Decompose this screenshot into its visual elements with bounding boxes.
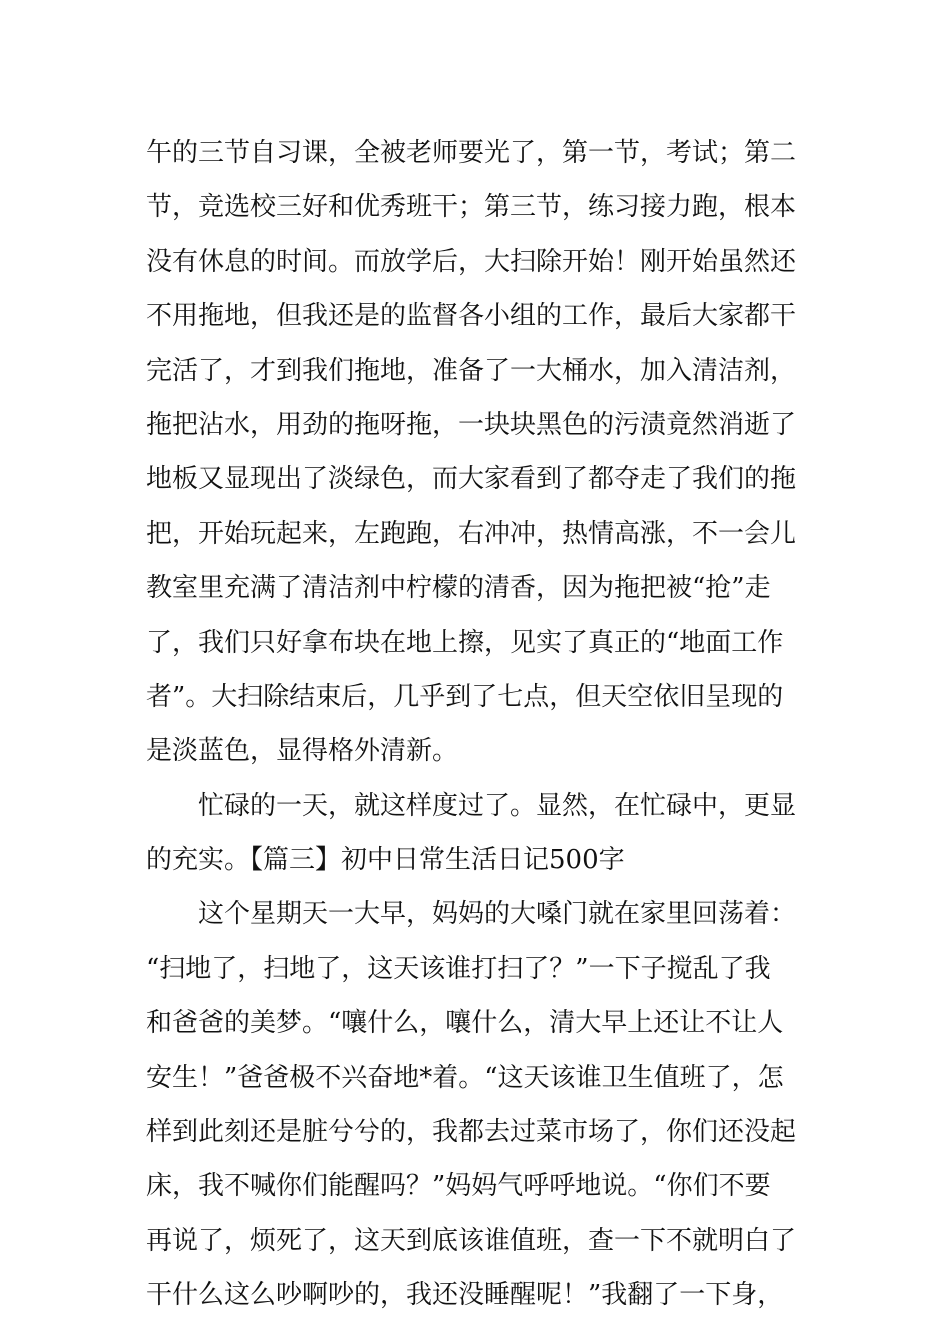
text-line: “扫地了，扫地了，这天该谁打扫了？”一下子搅乱了我 bbox=[146, 953, 771, 984]
text-line: 者”。大扫除结束后，几乎到了七点，但天空依旧呈现的 bbox=[146, 681, 784, 712]
paragraph-first-line: 忙碌的一天，就这样度过了。显然，在忙碌中，更显 bbox=[198, 790, 797, 821]
text-line: 安生！”爸爸极不兴奋地*着。“这天该谁卫生值班了，怎 bbox=[146, 1062, 784, 1093]
text-line: 的充实。【篇三】初中日常生活日记500字 bbox=[146, 845, 625, 876]
text-line: 完活了，才到我们拖地，准备了一大桶水，加入清洁剂， bbox=[146, 355, 797, 386]
text-line: 干什么这么吵啊吵的，我还没睡醒呢！”我翻了一下身， bbox=[146, 1280, 784, 1311]
text-line: 节，竞选校三好和优秀班干；第三节，练习接力跑，根本 bbox=[146, 192, 797, 223]
text-line: 床，我不喊你们能醒吗？”妈妈气呼呼地说。“你们不要 bbox=[146, 1171, 771, 1202]
text-line: 是淡蓝色，显得格外清新。 bbox=[146, 736, 459, 767]
text-line: 地板又显现出了淡绿色，而大家看到了都夺走了我们的拖 bbox=[146, 464, 797, 495]
text-line: 教室里充满了清洁剂中柠檬的清香，因为拖把被“抢”走 bbox=[146, 573, 771, 604]
text-line: 午的三节自习课，全被老师要光了，第一节，考试；第二 bbox=[146, 138, 797, 168]
text-line: 拖把沾水，用劲的拖呀拖，一块块黑色的污渍竟然消逝了 bbox=[146, 409, 797, 440]
text-line: 把，开始玩起来，左跑跑，右冲冲，热情高涨，不一会儿 bbox=[146, 518, 797, 549]
text-line: 没有休息的时间。而放学后，大扫除开始！刚开始虽然还 bbox=[146, 246, 797, 277]
text-line: 再说了，烦死了，这天到底该谁值班，查一下不就明白了 bbox=[146, 1225, 797, 1256]
text-line: 了，我们只好拿布块在地上擦，见实了真正的“地面工作 bbox=[146, 627, 784, 658]
paragraph-first-line: 这个星期天一大早，妈妈的大嗓门就在家里回荡着： bbox=[198, 899, 797, 930]
text-line: 和爸爸的美梦。“嚷什么，嚷什么，清大早上还让不让人 bbox=[146, 1008, 784, 1039]
text-line: 样到此刻还是脏兮兮的，我都去过菜市场了，你们还没起 bbox=[146, 1117, 797, 1148]
text-line: 不用拖地，但我还是的监督各小组的工作，最后大家都干 bbox=[146, 301, 797, 332]
document-body bbox=[146, 126, 806, 1323]
